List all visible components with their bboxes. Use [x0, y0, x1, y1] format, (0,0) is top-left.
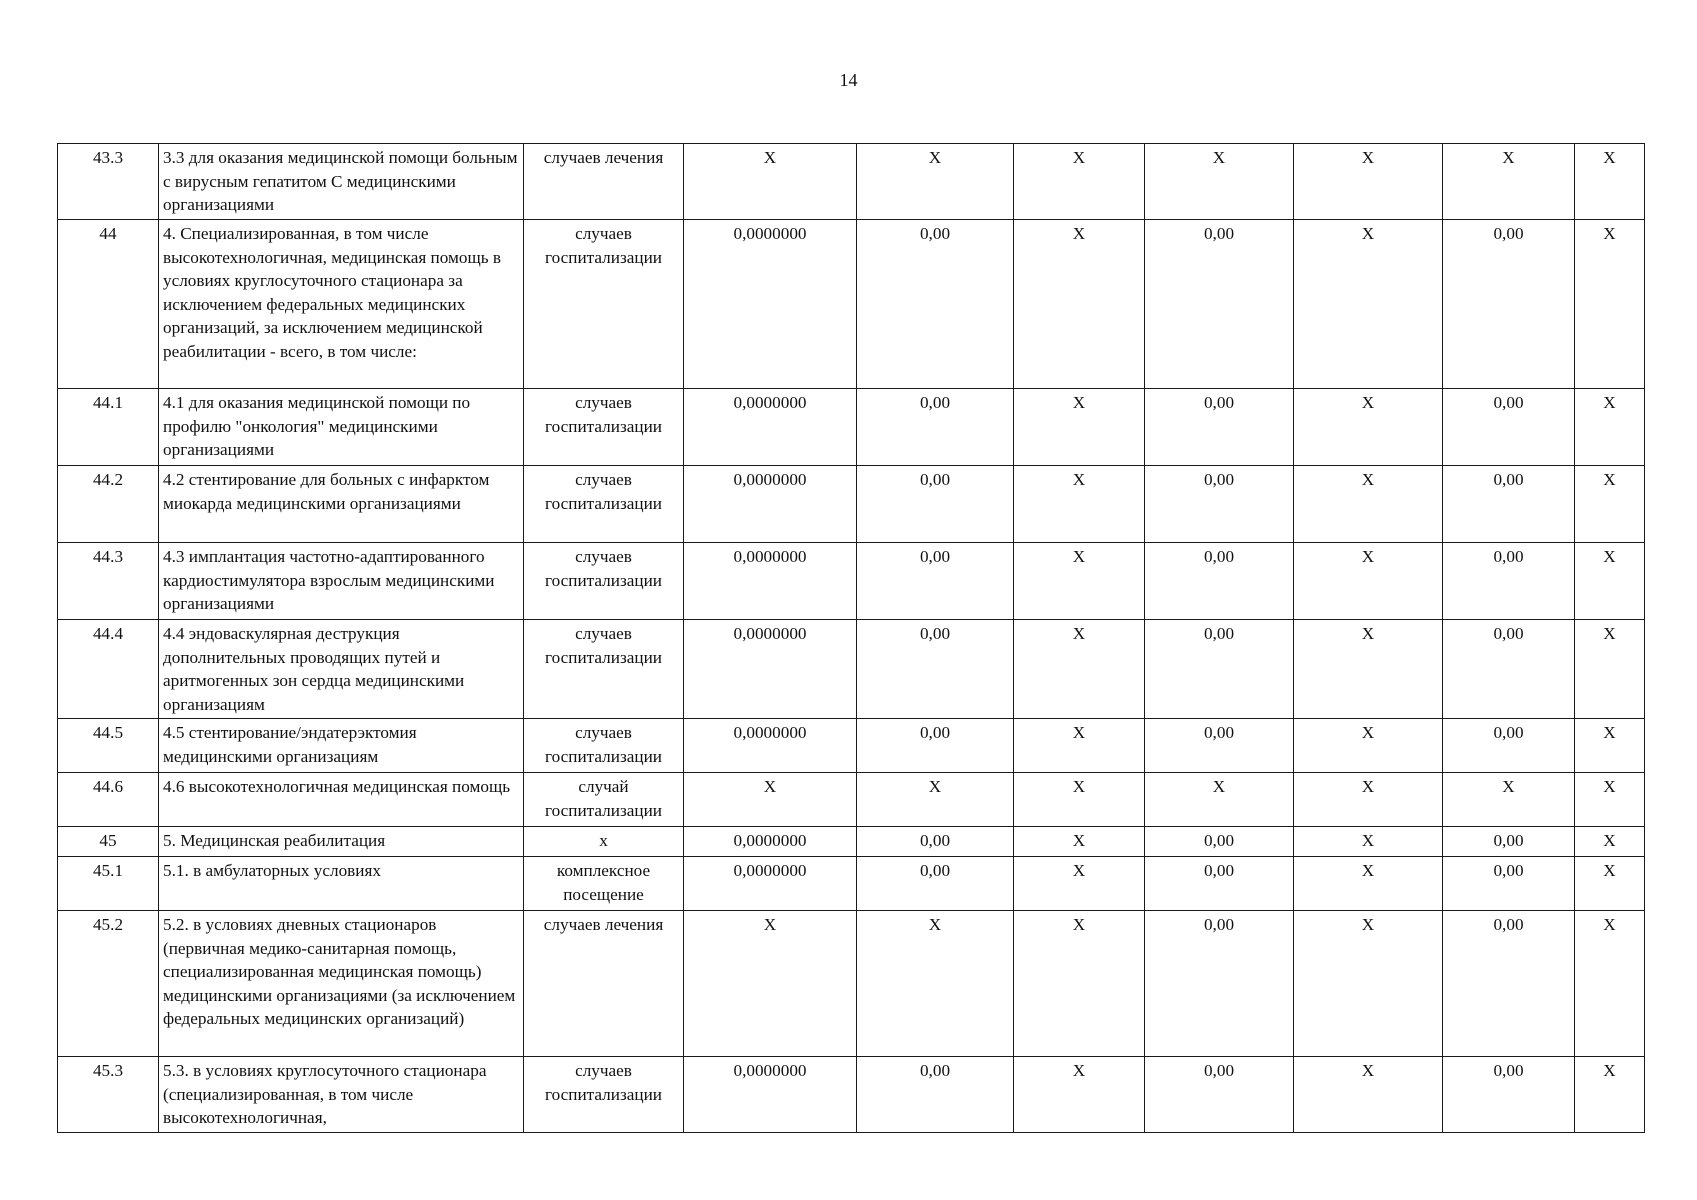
- value-cell-1: X: [684, 773, 857, 827]
- value-cell-4: 0,00: [1145, 911, 1294, 1057]
- row-number-cell: 44.4: [58, 620, 159, 719]
- row-number-cell: 44.6: [58, 773, 159, 827]
- table-row: [58, 543, 1645, 620]
- value-cell-4: X: [1145, 773, 1294, 827]
- value-cell-6: 0,00: [1443, 857, 1575, 911]
- unit-cell: случаев госпитализации: [524, 220, 684, 389]
- value-cell-2: X: [857, 144, 1014, 220]
- value-cell-5: X: [1294, 827, 1443, 857]
- value-cell-5: X: [1294, 466, 1443, 543]
- value-cell-6: X: [1443, 773, 1575, 827]
- table-row: [58, 827, 1645, 857]
- value-cell-3: X: [1014, 144, 1145, 220]
- value-cell-1: X: [684, 144, 857, 220]
- value-cell-6: 0,00: [1443, 1057, 1575, 1133]
- value-cell-3: X: [1014, 827, 1145, 857]
- value-cell-3: X: [1014, 620, 1145, 719]
- value-cell-5: X: [1294, 1057, 1443, 1133]
- value-cell-3: X: [1014, 543, 1145, 620]
- row-number-cell: 44.2: [58, 466, 159, 543]
- unit-cell: случаев госпитализации: [524, 719, 684, 773]
- row-number-cell: 44.3: [58, 543, 159, 620]
- unit-cell: х: [524, 827, 684, 857]
- value-cell-4: 0,00: [1145, 620, 1294, 719]
- value-cell-1: X: [684, 911, 857, 1057]
- value-cell-2: 0,00: [857, 543, 1014, 620]
- unit-cell: комплексное посещение: [524, 857, 684, 911]
- unit-cell: случаев госпитализации: [524, 389, 684, 466]
- value-cell-1: 0,0000000: [684, 543, 857, 620]
- value-cell-5: X: [1294, 911, 1443, 1057]
- row-number-cell: 43.3: [58, 144, 159, 220]
- value-cell-1: 0,0000000: [684, 857, 857, 911]
- value-cell-6: 0,00: [1443, 911, 1575, 1057]
- value-cell-4: 0,00: [1145, 466, 1294, 543]
- value-cell-7: X: [1575, 911, 1645, 1057]
- value-cell-7: X: [1575, 220, 1645, 389]
- value-cell-7: X: [1575, 144, 1645, 220]
- value-cell-5: X: [1294, 389, 1443, 466]
- value-cell-1: 0,0000000: [684, 220, 857, 389]
- value-cell-4: 0,00: [1145, 543, 1294, 620]
- table-row: [58, 466, 1645, 543]
- value-cell-2: 0,00: [857, 466, 1014, 543]
- value-cell-3: X: [1014, 220, 1145, 389]
- value-cell-3: X: [1014, 773, 1145, 827]
- value-cell-6: 0,00: [1443, 220, 1575, 389]
- table-row: [58, 620, 1645, 719]
- value-cell-6: 0,00: [1443, 543, 1575, 620]
- value-cell-2: 0,00: [857, 1057, 1014, 1133]
- table-row: [58, 1057, 1645, 1133]
- row-number-cell: 45.3: [58, 1057, 159, 1133]
- row-number-cell: 45: [58, 827, 159, 857]
- value-cell-5: X: [1294, 857, 1443, 911]
- value-cell-3: X: [1014, 719, 1145, 773]
- unit-cell: случаев лечения: [524, 911, 684, 1057]
- value-cell-2: X: [857, 773, 1014, 827]
- value-cell-1: 0,0000000: [684, 620, 857, 719]
- table-row: [58, 144, 1645, 220]
- row-number-cell: 45.2: [58, 911, 159, 1057]
- value-cell-2: 0,00: [857, 620, 1014, 719]
- unit-cell: случаев лечения: [524, 144, 684, 220]
- value-cell-2: 0,00: [857, 827, 1014, 857]
- value-cell-7: X: [1575, 466, 1645, 543]
- value-cell-7: X: [1575, 827, 1645, 857]
- unit-cell: случаев госпитализации: [524, 543, 684, 620]
- data-table: [57, 143, 1645, 1133]
- value-cell-6: 0,00: [1443, 620, 1575, 719]
- table-row: [58, 857, 1645, 911]
- value-cell-4: 0,00: [1145, 827, 1294, 857]
- unit-cell: случаев госпитализации: [524, 466, 684, 543]
- value-cell-3: X: [1014, 389, 1145, 466]
- value-cell-1: 0,0000000: [684, 827, 857, 857]
- description-cell: 5.3. в условиях круглосуточного стационара (специализированная, в том числе высокотехнологичная,: [159, 1057, 524, 1133]
- value-cell-2: 0,00: [857, 857, 1014, 911]
- description-cell: 4.1 для оказания медицинской помощи по профилю "онкология" медицинскими организациями: [159, 389, 524, 466]
- value-cell-5: X: [1294, 220, 1443, 389]
- value-cell-4: 0,00: [1145, 719, 1294, 773]
- value-cell-4: 0,00: [1145, 389, 1294, 466]
- value-cell-7: X: [1575, 719, 1645, 773]
- description-cell: 4.6 высокотехнологичная медицинская помощь: [159, 773, 524, 827]
- description-cell: 5.2. в условиях дневных стационаров (первичная медико-санитарная помощь, специализированная медицинская помощь) медицинскими организациями (за исключением федеральных медицинских организаций): [159, 911, 524, 1057]
- value-cell-4: X: [1145, 144, 1294, 220]
- unit-cell: случай госпитализации: [524, 773, 684, 827]
- description-cell: 4. Специализированная, в том числе высокотехнологичная, медицинская помощь в условиях круглосуточного стационара за исключением федеральных медицинских организаций, за исключением медицинской реабилитации - всего, в том числе:: [159, 220, 524, 389]
- value-cell-1: 0,0000000: [684, 719, 857, 773]
- value-cell-6: 0,00: [1443, 719, 1575, 773]
- value-cell-4: 0,00: [1145, 220, 1294, 389]
- value-cell-7: X: [1575, 1057, 1645, 1133]
- value-cell-2: X: [857, 911, 1014, 1057]
- value-cell-3: X: [1014, 466, 1145, 543]
- description-cell: 4.5 стентирование/эндатерэктомия медицинскими организациям: [159, 719, 524, 773]
- value-cell-2: 0,00: [857, 389, 1014, 466]
- value-cell-6: 0,00: [1443, 389, 1575, 466]
- description-cell: 3.3 для оказания медицинской помощи больным с вирусным гепатитом С медицинскими организациями: [159, 144, 524, 220]
- value-cell-6: 0,00: [1443, 466, 1575, 543]
- value-cell-1: 0,0000000: [684, 466, 857, 543]
- value-cell-5: X: [1294, 719, 1443, 773]
- description-cell: 5. Медицинская реабилитация: [159, 827, 524, 857]
- table-row: [58, 389, 1645, 466]
- value-cell-4: 0,00: [1145, 1057, 1294, 1133]
- table-row: [58, 773, 1645, 827]
- value-cell-6: X: [1443, 144, 1575, 220]
- table-row: [58, 220, 1645, 389]
- value-cell-1: 0,0000000: [684, 1057, 857, 1133]
- value-cell-3: X: [1014, 1057, 1145, 1133]
- value-cell-7: X: [1575, 389, 1645, 466]
- row-number-cell: 44: [58, 220, 159, 389]
- description-cell: 5.1. в амбулаторных условиях: [159, 857, 524, 911]
- value-cell-2: 0,00: [857, 719, 1014, 773]
- unit-cell: случаев госпитализации: [524, 1057, 684, 1133]
- value-cell-1: 0,0000000: [684, 389, 857, 466]
- unit-cell: случаев госпитализации: [524, 620, 684, 719]
- value-cell-5: X: [1294, 543, 1443, 620]
- description-cell: 4.3 имплантация частотно-адаптированного кардиостимулятора взрослым медицинскими организациями: [159, 543, 524, 620]
- row-number-cell: 44.1: [58, 389, 159, 466]
- value-cell-2: 0,00: [857, 220, 1014, 389]
- value-cell-3: X: [1014, 911, 1145, 1057]
- row-number-cell: 45.1: [58, 857, 159, 911]
- description-cell: 4.2 стентирование для больных с инфарктом миокарда медицинскими организациями: [159, 466, 524, 543]
- table-row: [58, 911, 1645, 1057]
- value-cell-5: X: [1294, 144, 1443, 220]
- value-cell-7: X: [1575, 857, 1645, 911]
- value-cell-7: X: [1575, 543, 1645, 620]
- value-cell-5: X: [1294, 773, 1443, 827]
- value-cell-3: X: [1014, 857, 1145, 911]
- row-number-cell: 44.5: [58, 719, 159, 773]
- table-row: [58, 719, 1645, 773]
- value-cell-7: X: [1575, 620, 1645, 719]
- value-cell-7: X: [1575, 773, 1645, 827]
- value-cell-4: 0,00: [1145, 857, 1294, 911]
- page-number: 14: [839, 70, 858, 90]
- value-cell-6: 0,00: [1443, 827, 1575, 857]
- description-cell: 4.4 эндоваскулярная деструкция дополнительных проводящих путей и аритмогенных зон сердца медицинскими организациям: [159, 620, 524, 719]
- value-cell-5: X: [1294, 620, 1443, 719]
